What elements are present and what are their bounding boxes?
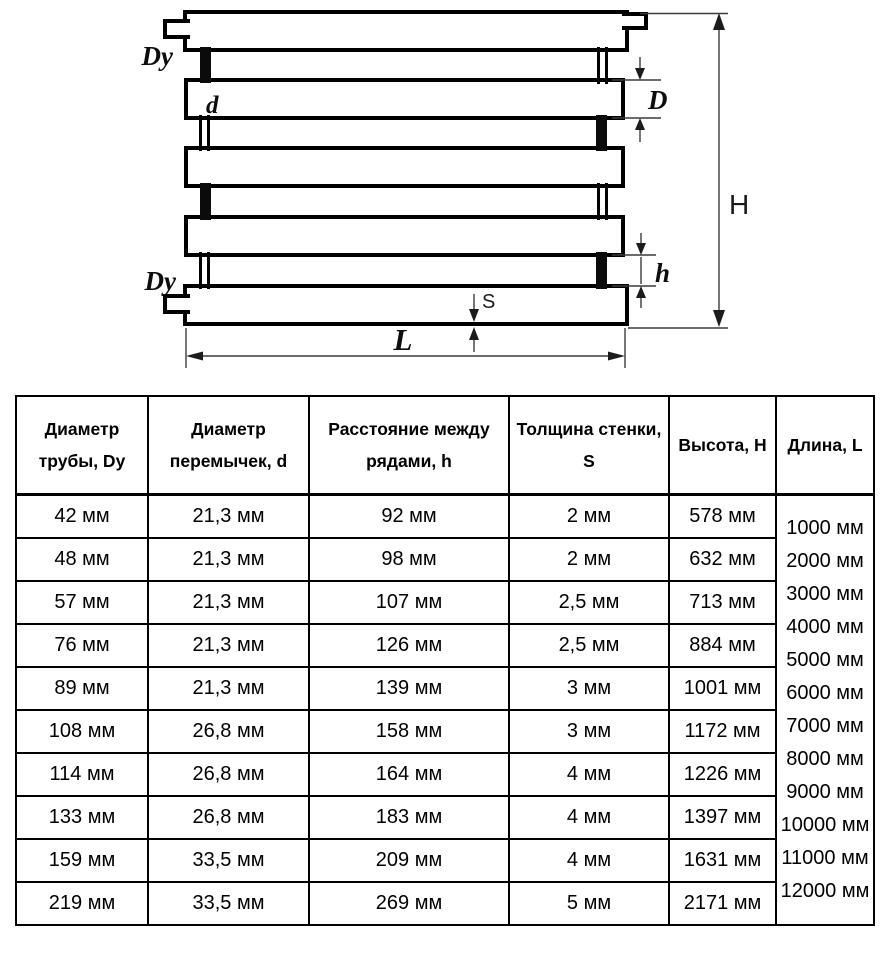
table-row [16,667,874,710]
table-cell: 21,3 мм [148,538,309,581]
length-value: 5000 мм [786,649,864,671]
inlet-stub-top-right [622,14,646,28]
arrowhead-h-up [636,286,646,298]
table-row [16,495,874,539]
length-value: 2000 мм [786,550,864,572]
length-value: 8000 мм [786,748,864,770]
label-d: d [206,92,219,119]
table-cell: 33,5 мм [148,839,309,882]
table-cell: 632 мм [669,538,776,581]
length-value: 11000 мм [781,847,869,869]
table-cell: 57 мм [16,581,148,624]
table-cell: 2171 мм [669,882,776,925]
label-h: h [655,258,671,288]
table-cell: 219 мм [16,882,148,925]
spec-table [15,395,875,926]
table-cell: 133 мм [16,796,148,839]
table-cell: 3 мм [509,667,669,710]
table-row [16,882,874,925]
table-cell: 26,8 мм [148,710,309,753]
label-H: H [729,189,750,220]
table-cell: 126 мм [309,624,509,667]
column-header: Толщина стенки, S [509,396,669,495]
table-cell: 21,3 мм [148,581,309,624]
length-value: 1000 мм [786,517,864,539]
table-cell: 158 мм [309,710,509,753]
table-cell: 159 мм [16,839,148,882]
table-cell: 4 мм [509,796,669,839]
table-cell: 33,5 мм [148,882,309,925]
jumper-pipe-thick [596,252,607,289]
table-cell: 2,5 мм [509,624,669,667]
table-cell: 76 мм [16,624,148,667]
table-cell: 209 мм [309,839,509,882]
table-row [16,839,874,882]
label-S: S [482,291,496,313]
label-L: L [393,322,413,357]
table-row [16,581,874,624]
table-cell: 2,5 мм [509,581,669,624]
table-cell: 2 мм [509,538,669,581]
arrowhead-D-down [635,68,645,80]
table-cell: 1001 мм [669,667,776,710]
table-cell: 21,3 мм [148,667,309,710]
table-cell: 89 мм [16,667,148,710]
pipe-bar [186,217,623,255]
table-cell: 107 мм [309,581,509,624]
table-cell: 26,8 мм [148,796,309,839]
jumper-pipe-thin [599,183,607,220]
table-cell: 26,8 мм [148,753,309,796]
table-row [16,753,874,796]
table-cell: 713 мм [669,581,776,624]
table-cell: 578 мм [669,495,776,539]
table-cell: 1631 мм [669,839,776,882]
jumper-pipe-thick [200,47,211,83]
table-cell: 2 мм [509,495,669,539]
column-header: Длина, L [776,396,874,495]
table-cell: 21,3 мм [148,495,309,539]
table-cell: 108 мм [16,710,148,753]
table-cell: 42 мм [16,495,148,539]
table-row [16,796,874,839]
column-header: Диаметр перемычек, d [148,396,309,495]
label-D: D [648,85,668,115]
spec-table-header-row [16,396,874,495]
table-cell: 98 мм [309,538,509,581]
jumper-pipe-thin [201,252,209,289]
pipe-bar [185,12,627,50]
register-drawing-svg [0,0,888,392]
arrowhead-S-up [469,327,479,340]
length-value: 4000 мм [786,616,864,638]
table-cell: 164 мм [309,753,509,796]
column-header: Высота, H [669,396,776,495]
register-drawing [0,0,888,392]
arrowhead-H-up [713,13,725,30]
length-value: 3000 мм [786,583,864,605]
table-cell: 183 мм [309,796,509,839]
length-value: 12000 мм [780,880,870,902]
table-cell: 884 мм [669,624,776,667]
arrowhead-h-down [636,243,646,255]
table-cell: 1226 мм [669,753,776,796]
jumper-pipe-thick [200,183,211,220]
table-cell: 3 мм [509,710,669,753]
table-cell: 92 мм [309,495,509,539]
table-cell: 4 мм [509,839,669,882]
arrowhead-L-left [186,352,203,361]
table-cell: 48 мм [16,538,148,581]
table-cell: 269 мм [309,882,509,925]
column-header: Диаметр трубы, Dy [16,396,148,495]
table-cell: 5 мм [509,882,669,925]
label-Dy-bottom: Dy [144,266,176,296]
length-value: 10000 мм [780,814,870,836]
inlet-stub-top-left [165,21,190,37]
table-cell: 1397 мм [669,796,776,839]
arrowhead-L-right [608,352,625,361]
arrowhead-D-up [635,118,645,130]
pipe-bar [186,80,623,118]
table-cell: 1172 мм [669,710,776,753]
spec-table-body [16,495,874,926]
table-row [16,624,874,667]
jumper-pipe-thick [596,115,607,151]
length-value: 7000 мм [786,715,864,737]
pipe-bar [185,286,627,324]
table-cell: 114 мм [16,753,148,796]
table-row [16,538,874,581]
arrowhead-H-down [713,310,725,327]
length-value: 6000 мм [786,682,864,704]
table-row [16,710,874,753]
inlet-stub-bottom-left [165,296,190,312]
label-Dy-top: Dy [141,41,173,71]
spec-table-head [16,396,874,495]
column-header: Расстояние между рядами, h [309,396,509,495]
table-cell: 21,3 мм [148,624,309,667]
length-merged-cell [776,495,874,926]
table-cell: 4 мм [509,753,669,796]
jumper-pipe-thin [201,115,209,151]
pipe-bar [186,148,623,186]
table-cell: 139 мм [309,667,509,710]
length-value: 9000 мм [786,781,864,803]
